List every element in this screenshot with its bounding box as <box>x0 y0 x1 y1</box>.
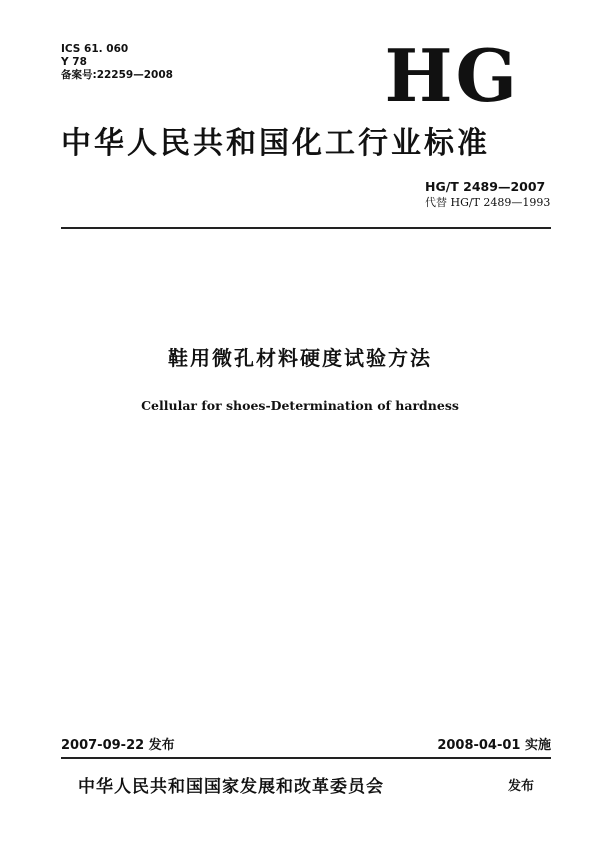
issuer-action: 发布 <box>508 779 535 794</box>
standard-number: HG/T 2489—2007 <box>425 179 546 194</box>
ics-code: ICS 61. 060 <box>61 43 129 55</box>
issuing-authority: 中华人民共和国国家发展和改革委员会 <box>78 777 384 797</box>
filing-number: 备案号:22259—2008 <box>61 69 173 81</box>
classification-code: Y 78 <box>61 56 87 68</box>
standard-type-heading: 中华人民共和国化工行业标准 <box>61 126 490 161</box>
replaces-standard: 代替 HG/T 2489—1993 <box>425 196 551 209</box>
footer-divider <box>61 757 551 759</box>
document-title-chinese: 鞋用微孔材料硬度试验方法 <box>168 346 432 370</box>
document-title-english: Cellular for shoes-Determination of hardness <box>141 398 459 413</box>
issue-date: 2007-09-22 发布 <box>61 738 175 753</box>
hg-logo: HG <box>384 33 520 118</box>
header-divider <box>61 227 551 229</box>
implementation-date: 2008-04-01 实施 <box>437 738 551 753</box>
